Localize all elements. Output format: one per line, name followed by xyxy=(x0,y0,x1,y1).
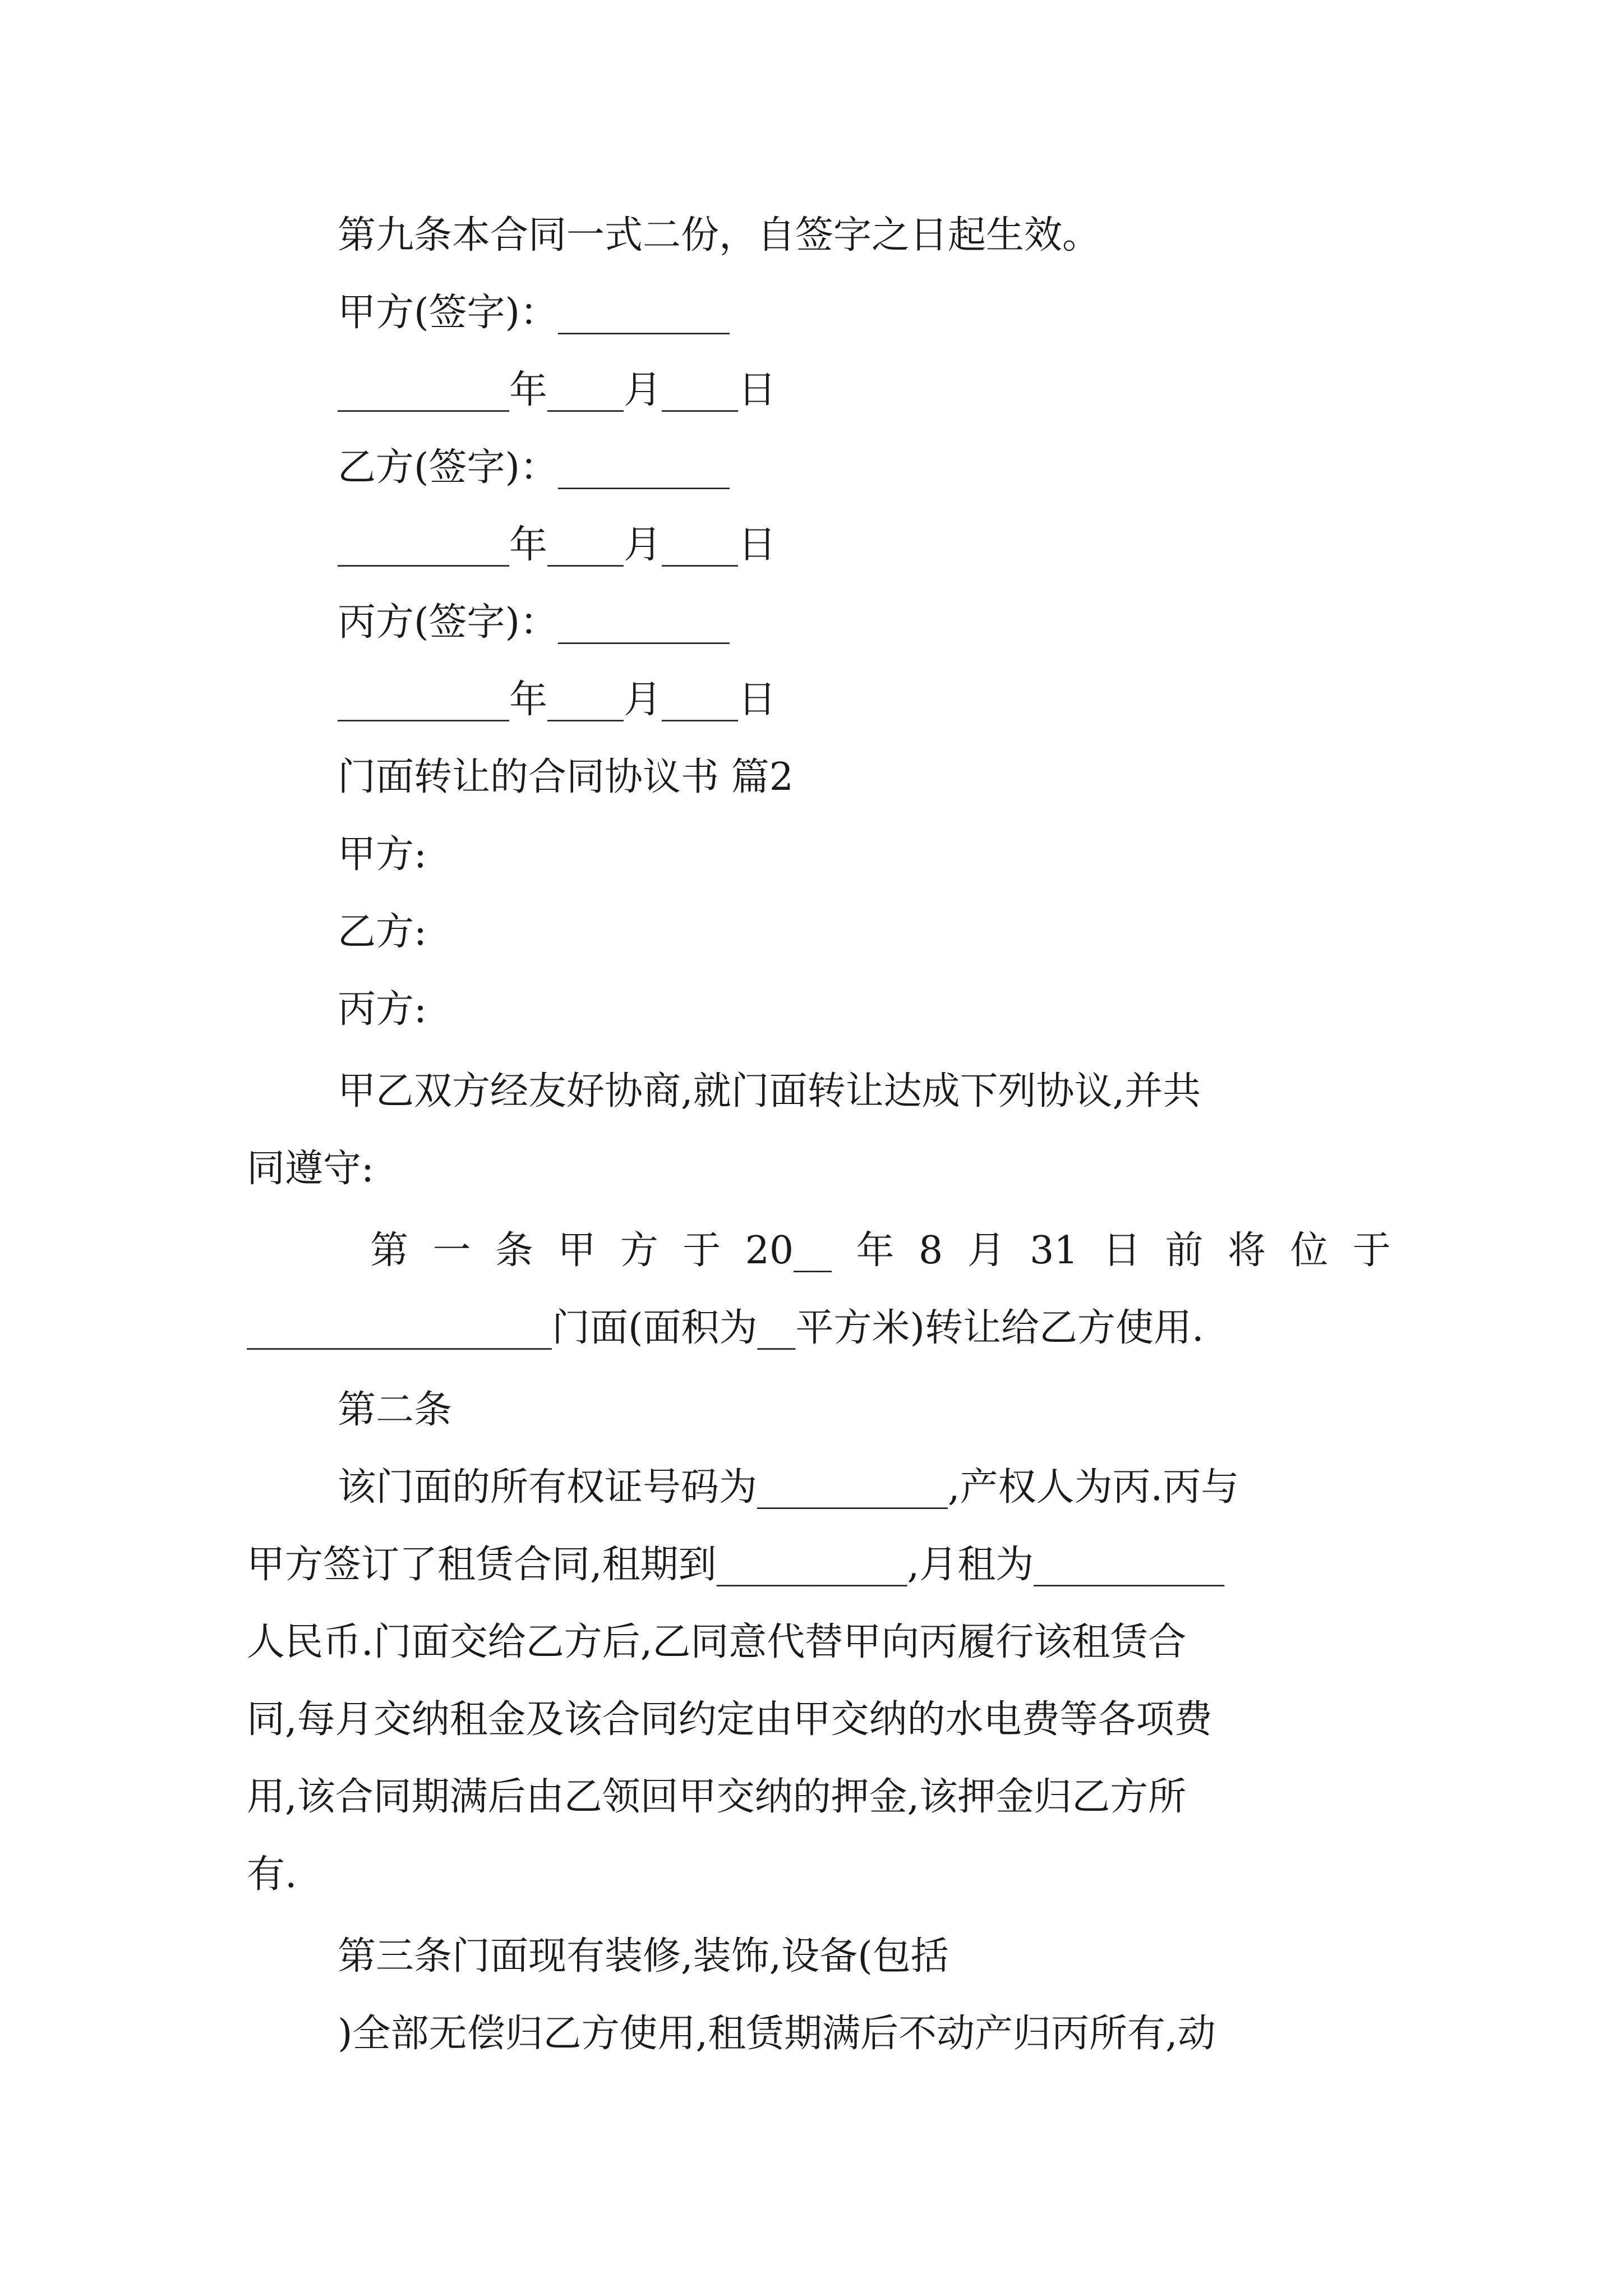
section-heading: 门面转让的合同协议书 篇2 xyxy=(338,755,794,799)
preamble-line-1: 甲乙双方经友好协商,就门面转让达成下列协议,并共 xyxy=(338,1069,1201,1114)
clause-1-token: 一 xyxy=(432,1228,471,1273)
clause-1-token: 位 xyxy=(1290,1228,1329,1273)
clause-2-line-2: 甲方签订了租赁合同,租期到__________,月租为__________ xyxy=(247,1543,1225,1587)
clause-2-line-4: 同,每月交纳租金及该合同约定由甲交纳的水电费等各项费 xyxy=(247,1697,1212,1742)
clause-1-token: 于 xyxy=(1352,1228,1391,1273)
clause-9-effective: 第九条本合同一式二份，自签字之日起生效。 xyxy=(338,213,1101,257)
clause-3-line-1: 第三条门面现有装修,装饰,设备(包括 xyxy=(338,1934,949,1978)
clause-2-line-1: 该门面的所有权证号码为__________,产权人为丙.丙与 xyxy=(338,1465,1239,1510)
party-b-label: 乙方: xyxy=(338,910,427,954)
party-c-label: 丙方: xyxy=(338,987,427,1032)
party-a-signature: 甲方(签字)：_________ xyxy=(338,291,730,335)
clause-1-token: 日 xyxy=(1103,1228,1141,1273)
clause-1-token: 甲 xyxy=(557,1228,596,1273)
party-c-signature: 丙方(签字)：_________ xyxy=(338,600,730,645)
party-c-date: _________年____月____日 xyxy=(338,678,777,722)
party-b-date: _________年____月____日 xyxy=(338,523,777,567)
clause-1-token: 31 xyxy=(1030,1228,1078,1273)
clause-2-heading: 第二条 xyxy=(338,1388,453,1432)
clause-1-line-2: ________________门面(面积为__平方米)转让给乙方使用. xyxy=(247,1306,1204,1350)
preamble-line-2: 同遵守: xyxy=(247,1147,374,1191)
clause-1-token: 前 xyxy=(1165,1228,1204,1273)
clause-1-token: 将 xyxy=(1227,1228,1266,1273)
party-b-signature: 乙方(签字)：_________ xyxy=(338,445,730,490)
clause-2-line-6: 有. xyxy=(247,1852,297,1897)
clause-1-line-1 xyxy=(370,1224,1391,1278)
clause-1-token: 方 xyxy=(620,1228,658,1273)
clause-1-token: 于 xyxy=(683,1228,721,1273)
clause-1-token: 条 xyxy=(495,1228,533,1273)
clause-2-line-5: 用,该合同期满后由乙领回甲交纳的押金,该押金归乙方所 xyxy=(247,1775,1187,1819)
clause-2-line-3: 人民币.门面交给乙方后,乙同意代替甲向丙履行该租赁合 xyxy=(247,1620,1187,1664)
clause-1-token: 月 xyxy=(967,1228,1006,1273)
clause-1-token: 第 xyxy=(370,1228,409,1273)
party-a-label: 甲方: xyxy=(338,832,427,877)
clause-1-token: 20__ xyxy=(745,1228,832,1273)
clause-1-token: 8 xyxy=(919,1228,943,1273)
party-a-date: _________年____月____日 xyxy=(338,368,777,412)
clause-3-line-2: )全部无偿归乙方使用,租赁期满后不动产归丙所有,动 xyxy=(338,2012,1216,2056)
clause-1-token: 年 xyxy=(856,1228,895,1273)
